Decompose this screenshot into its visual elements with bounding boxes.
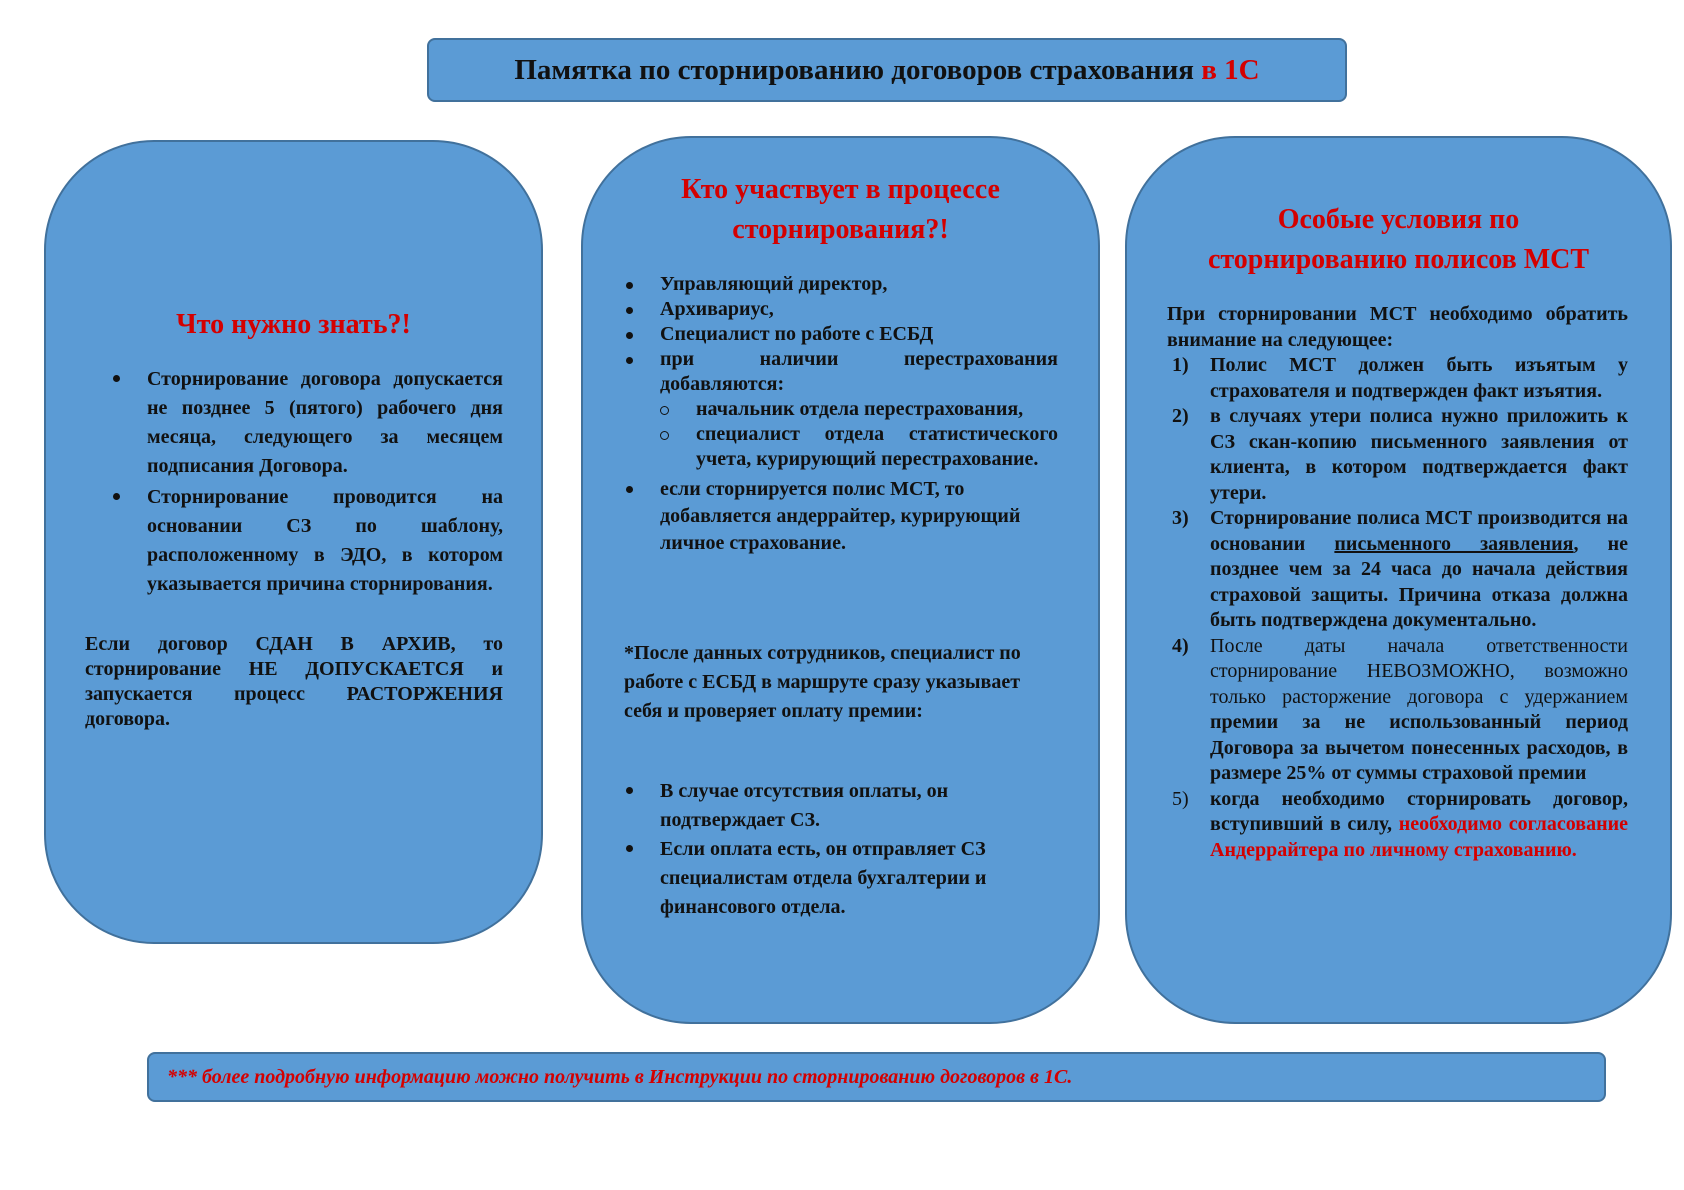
circle-bullet-icon	[660, 406, 669, 415]
panel2-heading-line1: Кто участвует в процессе	[681, 174, 1000, 205]
title-banner	[427, 38, 1347, 102]
circle-bullet-icon	[660, 431, 669, 440]
bullet-icon	[626, 787, 633, 794]
list-item: Архивариус,	[624, 297, 1058, 322]
sub-list-item: специалист отдела статистического учета, курирующий перестрахование.	[660, 422, 1058, 472]
panel2-payment-list	[624, 777, 1058, 922]
panel2-heading	[581, 170, 1100, 250]
underwriter-approval-text: необходимо согласование Андеррайтера по личному страхованию.	[1210, 813, 1629, 861]
page-title: Памятка по сторнированию договоров страхования	[514, 53, 1194, 86]
list-item: если сторнируется полис МСТ, то добавляется андеррайтер, курирующий личное страхование.	[624, 476, 1058, 557]
bullet-icon	[113, 375, 120, 382]
list-item: Специалист по работе с ЕСБД	[624, 322, 1058, 347]
list-item: Если оплата есть, он отправляет СЗ специалистам отдела бухгалтерии и финансового отдела.	[624, 835, 1058, 922]
bullet-icon	[626, 332, 633, 339]
list-item: 3) Сторнирование полиса МСТ производится на основании письменного заявления, не позднее чем за 24 часа до начала действия страховой защиты. Причина отказа должна быть подтверждена документально.	[1172, 507, 1629, 631]
panel2-heading-line2: сторнирования?!	[732, 214, 949, 245]
panel3-body	[1167, 302, 1628, 863]
list-item: В случае отсутствия оплаты, он подтверждает СЗ.	[624, 777, 1058, 835]
list-item: Управляющий директор,	[624, 272, 1058, 297]
bullet-icon	[113, 493, 120, 500]
bullet-icon	[626, 486, 633, 493]
panel2-participants-list	[624, 272, 1058, 557]
panel1-heading: Что нужно знать?!	[176, 309, 411, 340]
list-item: 5) когда необходимо сторнировать договор, вступивший в силу, необходимо согласование Андеррайтера по личному страхованию.	[1172, 787, 1629, 861]
sub-list-item: начальник отдела перестрахования,	[660, 397, 1058, 422]
footer-text: *** более подробную информацию можно получить в Инструкции по сторнированию договоров в 1С.	[167, 1065, 1073, 1088]
list-item: 1) Полис МСТ должен быть изъятым у страхователя и подтвержден факт изъятия.	[1172, 354, 1628, 402]
bullet-icon	[626, 282, 633, 289]
list-item: 4) После даты начала ответственности сторнирование НЕВОЗМОЖНО, возможно только расторжение договора с удержанием премии за не использованный период Договора за вычетом понесенных расходов, в размере 25% от суммы страховой премии	[1172, 634, 1628, 784]
panel3-heading-line1: Особые условия по	[1277, 204, 1520, 235]
panel1-bullets	[111, 365, 503, 599]
panel1-note: Если договор СДАН В АРХИВ, то сторнирование НЕ ДОПУСКАЕТСЯ и запускается процесс РАСТОРЖЕНИЯ договора.	[85, 633, 503, 730]
panel2-note: *После данных сотрудников, специалист по работе с ЕСБД в маршруте сразу указывает себя и проверяет оплату премии:	[624, 642, 1021, 722]
bullet-icon	[626, 307, 633, 314]
list-item: Сторнирование проводится на основании СЗ по шаблону, расположенному в ЭДО, в котором указывается причина сторнирования.	[111, 483, 503, 599]
list-item: при наличии перестрахования добавляются:	[624, 347, 1058, 397]
list-item: 2) в случаях утери полиса нужно приложить к СЗ скан-копию письменного заявления от клиента, в котором подтверждается факт утери.	[1172, 405, 1628, 504]
footer-banner	[147, 1052, 1606, 1102]
panel3-heading	[1125, 200, 1672, 280]
bullet-icon	[626, 357, 633, 364]
bullet-icon	[626, 845, 633, 852]
panel3-heading-line2: сторнированию полисов МСТ	[1207, 244, 1590, 275]
panel3-intro: При сторнировании МСТ необходимо обратить внимание на следующее:	[1167, 303, 1628, 351]
underlined-text: письменного заявления	[1334, 532, 1574, 555]
list-item: Сторнирование договора допускается не позднее 5 (пятого) рабочего дня месяца, следующего за месяцем подписания Договора.	[111, 365, 503, 481]
page-title-accent: в 1С	[1201, 53, 1260, 86]
